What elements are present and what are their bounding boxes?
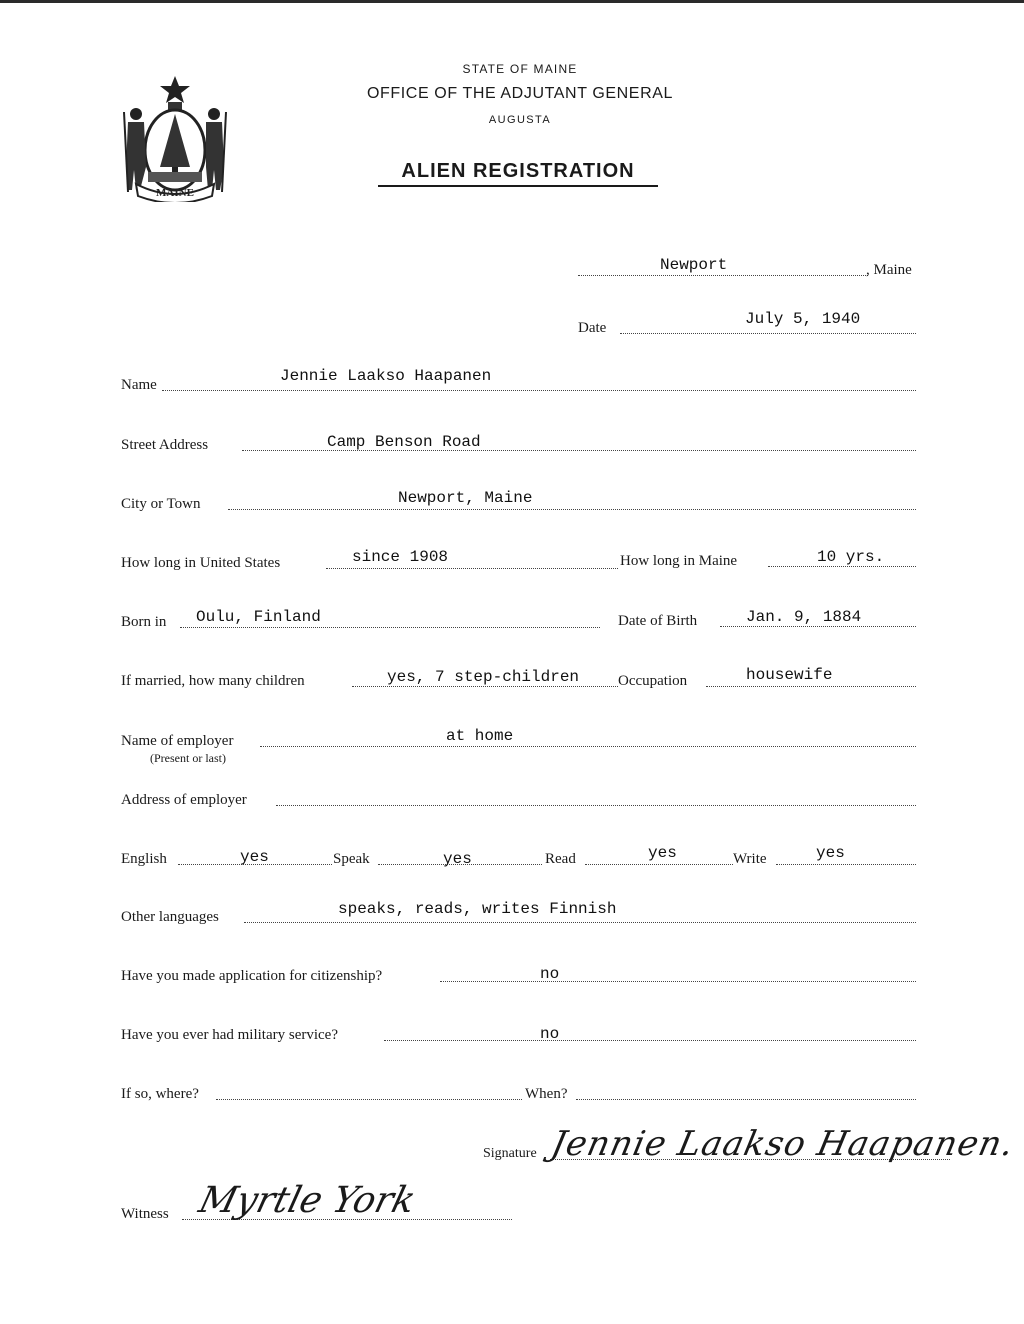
date-of-birth-value: Jan. 9, 1884 — [746, 608, 862, 626]
born-in-label: Born in — [121, 614, 167, 630]
city-value: Newport, Maine — [398, 489, 533, 507]
speak-value: yes — [443, 850, 472, 868]
how-long-maine-value: 10 yrs. — [817, 548, 885, 566]
military-line — [384, 1040, 916, 1041]
header-state: STATE OF MAINE — [462, 62, 578, 76]
signature-value: Jennie Laakso Haapanen. — [547, 1124, 1019, 1164]
read-value: yes — [648, 844, 677, 862]
employer-address-label: Address of employer — [121, 792, 247, 808]
name-value: Jennie Laakso Haapanen — [280, 367, 492, 385]
signature-label: Signature — [483, 1146, 537, 1161]
how-long-us-value: since 1908 — [352, 548, 449, 566]
write-value: yes — [816, 844, 845, 862]
write-line — [776, 864, 916, 865]
street-address-label: Street Address — [121, 437, 209, 453]
name-label: Name — [121, 377, 157, 393]
read-line — [585, 864, 733, 865]
date-value: July 5, 1940 — [745, 310, 861, 328]
occupation-label: Occupation — [618, 673, 688, 689]
other-languages-label: Other languages — [121, 909, 219, 925]
other-languages-line — [244, 922, 916, 923]
children-label: If married, how many children — [121, 673, 305, 689]
english-value: yes — [240, 848, 269, 866]
witness-value: Myrtle York — [194, 1180, 420, 1221]
military-label: Have you ever had military service? — [121, 1027, 338, 1043]
scan-border — [0, 0, 1024, 3]
how-long-maine-label: How long in Maine — [620, 553, 738, 569]
town-line — [578, 275, 868, 276]
children-value: yes, 7 step-children — [387, 668, 580, 686]
city-line — [228, 509, 916, 510]
employer-sublabel: (Present or last) — [150, 751, 226, 765]
when-line — [576, 1099, 916, 1100]
where-label: If so, where? — [121, 1086, 199, 1102]
citizenship-value: no — [540, 965, 560, 983]
employer-line — [260, 746, 916, 747]
town-value: Newport — [660, 256, 728, 274]
children-line — [352, 686, 618, 687]
employer-label: Name of employer — [121, 733, 234, 749]
born-in-value: Oulu, Finland — [196, 608, 321, 626]
name-line — [162, 390, 916, 391]
witness-label: Witness — [121, 1206, 169, 1222]
maine-state-seal-icon — [118, 72, 232, 202]
speak-label: Speak — [333, 851, 370, 867]
employer-value: at home — [446, 727, 514, 745]
occupation-line — [706, 686, 916, 687]
date-label: Date — [578, 320, 607, 336]
date-line — [620, 333, 916, 334]
header-office: OFFICE OF THE ADJUTANT GENERAL — [366, 85, 674, 102]
english-label: English — [121, 851, 167, 867]
other-languages-value: speaks, reads, writes Finnish — [338, 900, 617, 918]
seal-text: MAINE — [156, 187, 194, 199]
form-title: ALIEN REGISTRATION — [378, 160, 658, 187]
born-in-line — [180, 627, 600, 628]
when-label: When? — [525, 1086, 568, 1102]
how-long-us-line — [326, 568, 618, 569]
street-address-value: Camp Benson Road — [327, 433, 481, 451]
how-long-maine-line — [768, 566, 916, 567]
where-line — [216, 1099, 522, 1100]
how-long-us-label: How long in United States — [121, 555, 281, 571]
citizenship-label: Have you made application for citizenship? — [121, 968, 383, 984]
date-of-birth-line — [720, 626, 916, 627]
read-label: Read — [545, 851, 576, 867]
date-of-birth-label: Date of Birth — [618, 613, 698, 629]
citizenship-line — [440, 981, 916, 982]
occupation-value: housewife — [746, 666, 833, 684]
write-label: Write — [733, 851, 767, 867]
city-label: City or Town — [121, 496, 201, 512]
town-label: , Maine — [866, 262, 912, 278]
military-value: no — [540, 1025, 560, 1043]
employer-address-line — [276, 805, 916, 806]
header-city: AUGUSTA — [488, 114, 552, 126]
